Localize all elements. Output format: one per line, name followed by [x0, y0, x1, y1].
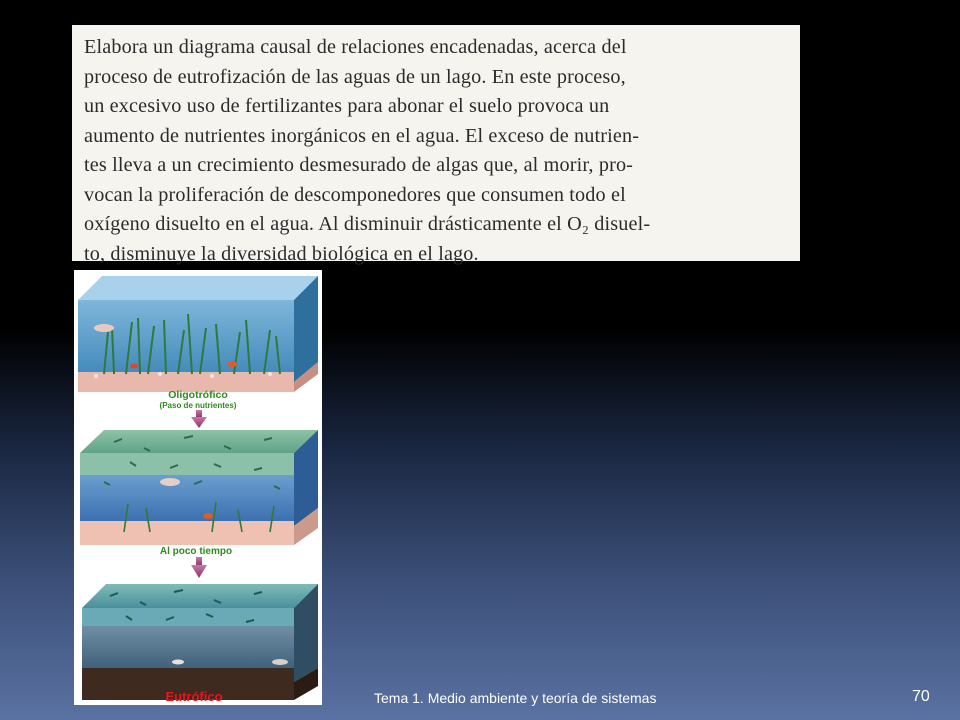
- eutrophic-block: [82, 584, 318, 700]
- exercise-line: un excesivo uso de fertilizantes para abonar el suelo provoca un: [84, 95, 610, 117]
- stage1-sublabel: (Paso de nutrientes): [159, 401, 237, 410]
- down-arrow-icon: [191, 410, 207, 428]
- exercise-text-panel: [72, 25, 800, 265]
- stage2-label: Al poco tiempo: [159, 546, 233, 557]
- eutrophication-illustration: [74, 270, 322, 705]
- exercise-line: oxígeno disuelto en el agua. Al disminuir drásticamente el O₂ disuel-: [84, 213, 651, 235]
- exercise-line: Elabora un diagrama causal de relaciones encadenadas, acerca del: [84, 36, 627, 58]
- exercise-line: vocan la proliferación de descomponedores que consumen todo el: [84, 183, 626, 206]
- oligotrophic-block: [78, 276, 318, 392]
- page-number: 70: [912, 688, 930, 705]
- exercise-line: tes lleva a un crecimiento desmesurado de algas que, al morir, pro-: [84, 154, 634, 176]
- down-arrow-icon: [191, 557, 207, 578]
- exercise-line: proceso de eutrofización de las aguas de un lago. En este proceso,: [84, 65, 626, 88]
- intermediate-block: [80, 430, 318, 545]
- footer-title: Tema 1. Medio ambiente y teoría de sistemas: [374, 690, 657, 706]
- stage1-label: Oligotrófico: [168, 389, 228, 401]
- exercise-line: aumento de nutrientes inorgánicos en el agua. El exceso de nutrien-: [84, 124, 640, 147]
- exercise-line: to, disminuye la diversidad biológica en el lago.: [84, 242, 479, 265]
- stage3-label: Eutrófico: [165, 689, 223, 704]
